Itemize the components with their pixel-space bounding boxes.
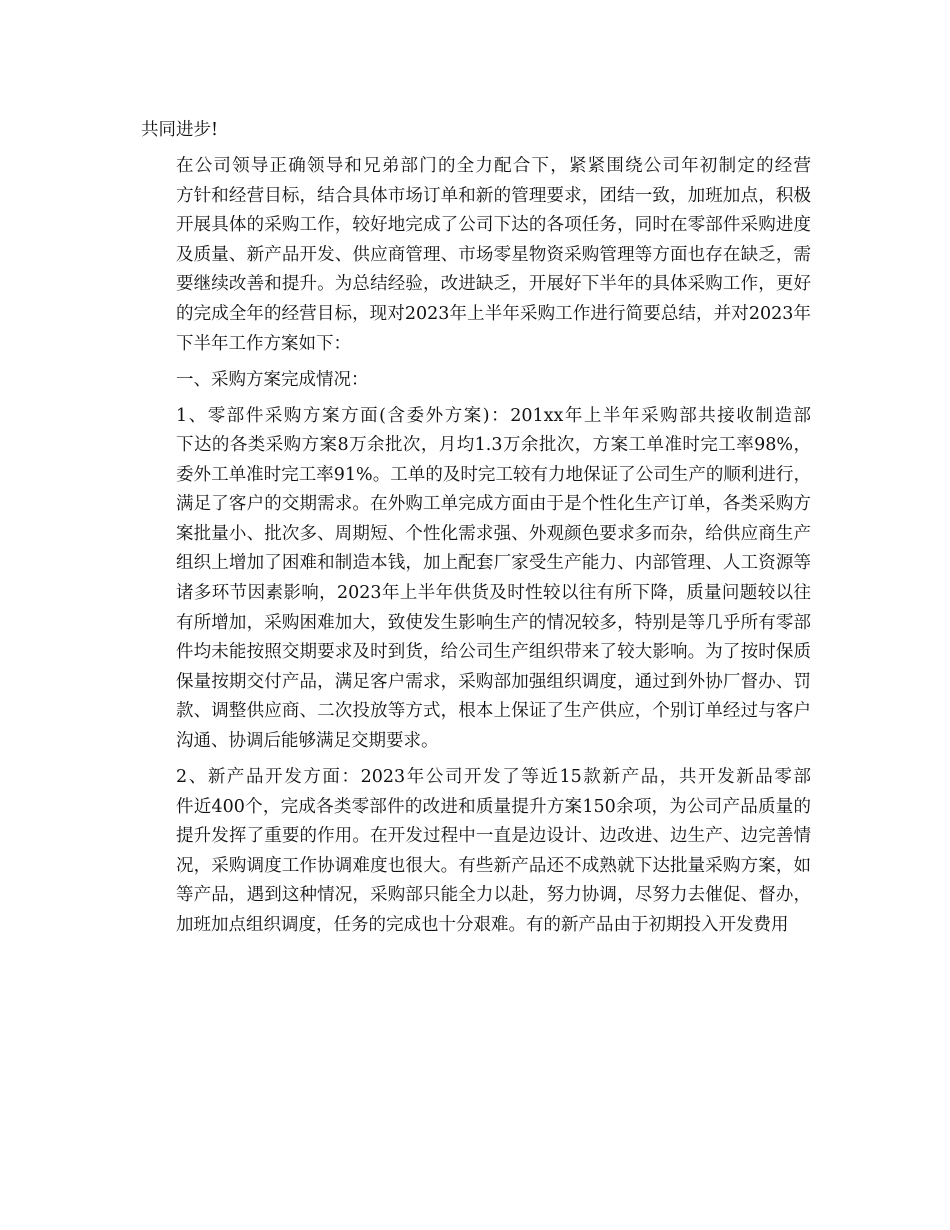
text-line: 满足了客户的交期需求。在外购工单完成方面由于是个性化生产订单，各类采购方	[176, 494, 811, 515]
text-line: 2、新产品开发方面：2023年公司开发了等近15款新产品，共开发新品零部	[176, 767, 811, 788]
paragraph-closing	[141, 116, 811, 146]
text-line: 况，采购调度工作协调难度也很大。有些新产品还不成熟就下达批量采购方案，如	[176, 855, 811, 876]
document-body	[141, 116, 811, 947]
text-line: 件均未能按照交期要求及时到货，给公司生产组织带来了较大影响。为了按时保质	[176, 642, 811, 663]
text-line: 在公司领导正确领导和兄弟部门的全力配合下，紧紧围绕公司年初制定的经营	[176, 155, 811, 176]
text-line: 有所增加，采购困难加大，致使发生影响生产的情况较多，特别是等几乎所有零部	[176, 612, 811, 633]
text-line: 开展具体的采购工作，较好地完成了公司下达的各项任务，同时在零部件采购进度	[176, 215, 811, 236]
text-line: 款、调整供应商、二次投放等方式，根本上保证了生产供应，个别订单经过与客户	[176, 701, 811, 722]
text-line: 沟通、协调后能够满足交期要求。	[176, 731, 439, 752]
text-line: 方针和经营目标，结合具体市场订单和新的管理要求，团结一致，加班加点，积极	[176, 185, 811, 206]
text-line: 组织上增加了困难和制造本钱，加上配套厂家受生产能力、内部管理、人工资源等	[176, 553, 811, 574]
text-line: 保量按期交付产品，满足客户需求，采购部加强组织调度，通过到外协厂督办、罚	[176, 671, 811, 692]
paragraph-intro	[141, 152, 811, 359]
text-line: 件近400个，完成各类零部件的改进和质量提升方案150余项，为公司产品质量的	[176, 796, 811, 817]
text-line: 及质量、新产品开发、供应商管理、市场零星物资采购管理等方面也存在缺乏，需	[176, 244, 811, 265]
text-line: 下半年工作方案如下：	[176, 333, 351, 354]
text-line: 委外工单准时完工率91%。工单的及时完工较有力地保证了公司生产的顺利进行，	[176, 464, 811, 485]
text-line: 案批量小、批次多、周期短、个性化需求强、外观颜色要求多而杂，给供应商生产	[176, 523, 811, 544]
text-line: 的完成全年的经营目标，现对2023年上半年采购工作进行简要总结，并对2023年	[176, 303, 811, 324]
paragraph-parts-procurement	[141, 402, 811, 757]
text-line: 加班加点组织调度，任务的完成也十分艰难。有的新产品由于初期投入开发费用	[176, 915, 789, 935]
heading-line: 一、采购方案完成情况：	[176, 369, 369, 390]
text-line: 1、零部件采购方案方面(含委外方案)：201xx年上半年采购部共接收制造部	[176, 405, 811, 426]
text-line: 提升发挥了重要的作用。在开发过程中一直是边设计、边改进、边生产、边完善情	[176, 826, 811, 847]
text-line: 下达的各类采购方案8万余批次，月均1.3万余批次，方案工单准时完工率98%，	[176, 435, 811, 456]
paragraph-new-product	[141, 763, 811, 941]
text-line: 等产品，遇到这种情况，采购部只能全力以赴，努力协调，尽努力去催促、督办，	[176, 885, 811, 906]
section-heading	[141, 366, 811, 396]
text-line: 共同进步!	[141, 120, 219, 140]
text-line: 要继续改善和提升。为总结经验，改进缺乏，开展好下半年的具体采购工作，更好	[176, 274, 811, 295]
text-line: 诸多环节因素影响，2023年上半年供货及时性较以往有所下降，质量问题较以往	[176, 583, 811, 604]
